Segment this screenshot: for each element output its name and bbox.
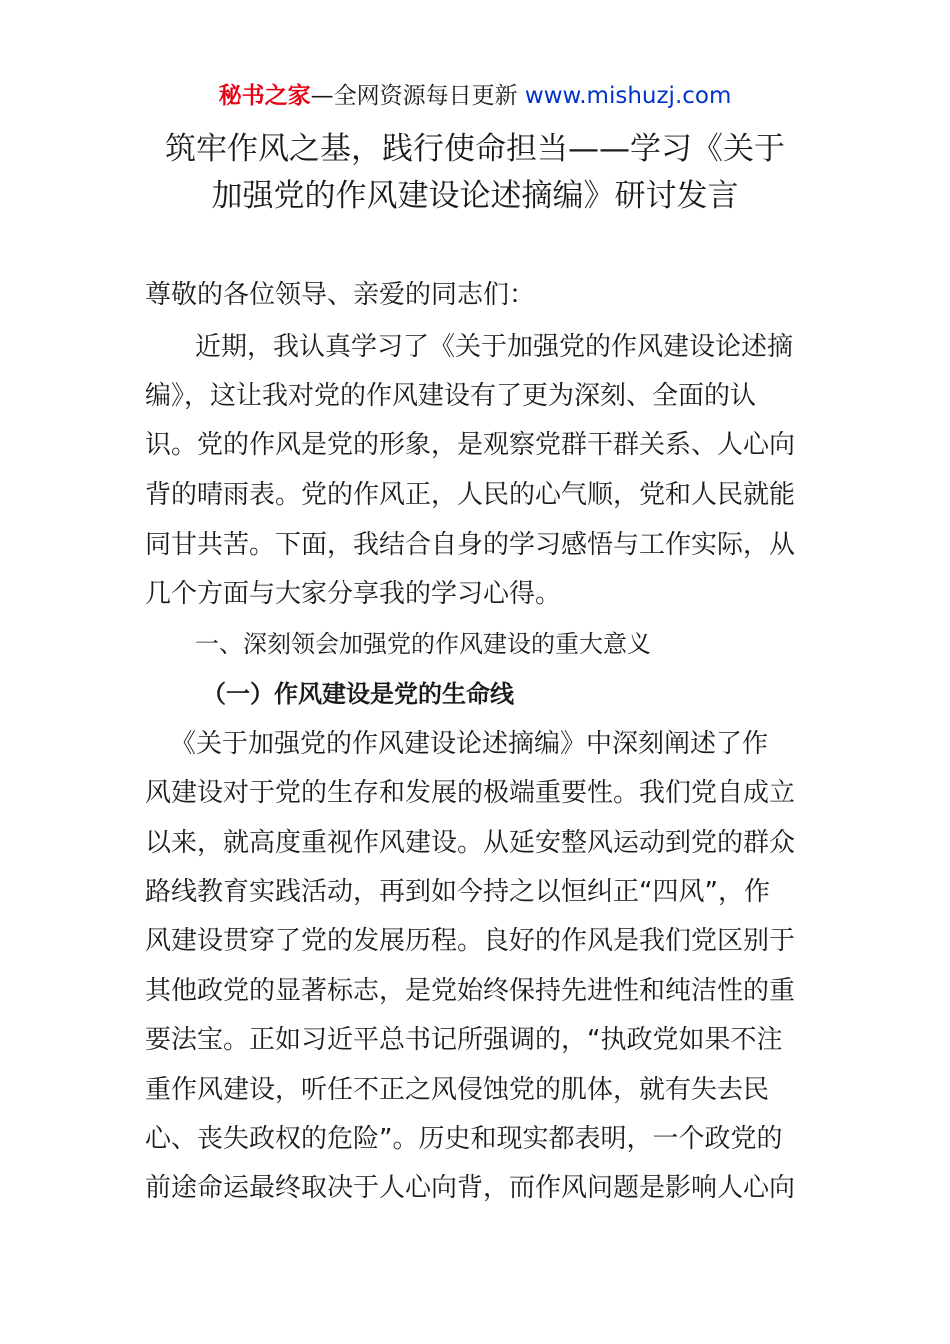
paragraph-line: 风建设对于党的生存和发展的极端重要性。我们党自成立: [145, 778, 796, 808]
banner-url-link[interactable]: www.mishuzj.com: [524, 83, 732, 109]
document-title-line-1: 筑牢作风之基，践行使命担当——学习《关于: [165, 131, 785, 167]
paragraph-line: 《关于加强党的作风建设论述摘编》中深刻阐述了作: [170, 729, 769, 759]
paragraph-line: 重作风建设，听任不正之风侵蚀党的肌体，就有失去民: [145, 1075, 770, 1105]
intro-line: 同甘共苦。下面，我结合自身的学习感悟与工作实际，从: [145, 530, 796, 560]
intro-line: 背的晴雨表。党的作风正，人民的心气顺，党和人民就能: [145, 480, 796, 510]
intro-line: 识。党的作风是党的形象，是观察党群干群关系、人心向: [145, 430, 796, 460]
paragraph-line: 前途命运最终取决于人心向背，而作风问题是影响人心向: [145, 1173, 796, 1203]
paragraph-line: 以来，就高度重视作风建设。从延安整风运动到党的群众: [145, 828, 796, 858]
salutation: 尊敬的各位领导、亲爱的同志们：: [145, 280, 536, 310]
subsection-heading: （一）作风建设是党的生命线: [202, 680, 514, 708]
section-heading: 一、深刻领会加强党的作风建设的重大意义: [195, 630, 651, 658]
intro-line: 几个方面与大家分享我的学习心得。: [145, 579, 562, 609]
banner-tagline: —全网资源每日更新: [310, 83, 525, 109]
intro-line: 近期，我认真学习了《关于加强党的作风建设论述摘: [195, 332, 794, 362]
site-banner: [0, 80, 950, 112]
document-title-line-2: 加强党的作风建设论述摘编》研讨发言: [211, 178, 739, 214]
paragraph-line: 风建设贯穿了党的发展历程。良好的作风是我们党区别于: [145, 926, 796, 956]
paragraph-line: 心、丧失政权的危险”。历史和现实都表明，一个政党的: [145, 1124, 783, 1154]
banner-brand: 秘书之家: [218, 83, 311, 109]
paragraph-line: 要法宝。正如习近平总书记所强调的，“执政党如果不注: [145, 1025, 783, 1055]
intro-line: 编》，这让我对党的作风建设有了更为深刻、全面的认: [145, 381, 757, 411]
paragraph-line: 其他政党的显著标志，是党始终保持先进性和纯洁性的重: [145, 976, 796, 1006]
paragraph-line: 路线教育实践活动，再到如今持之以恒纠正“四风”，作: [145, 877, 770, 907]
